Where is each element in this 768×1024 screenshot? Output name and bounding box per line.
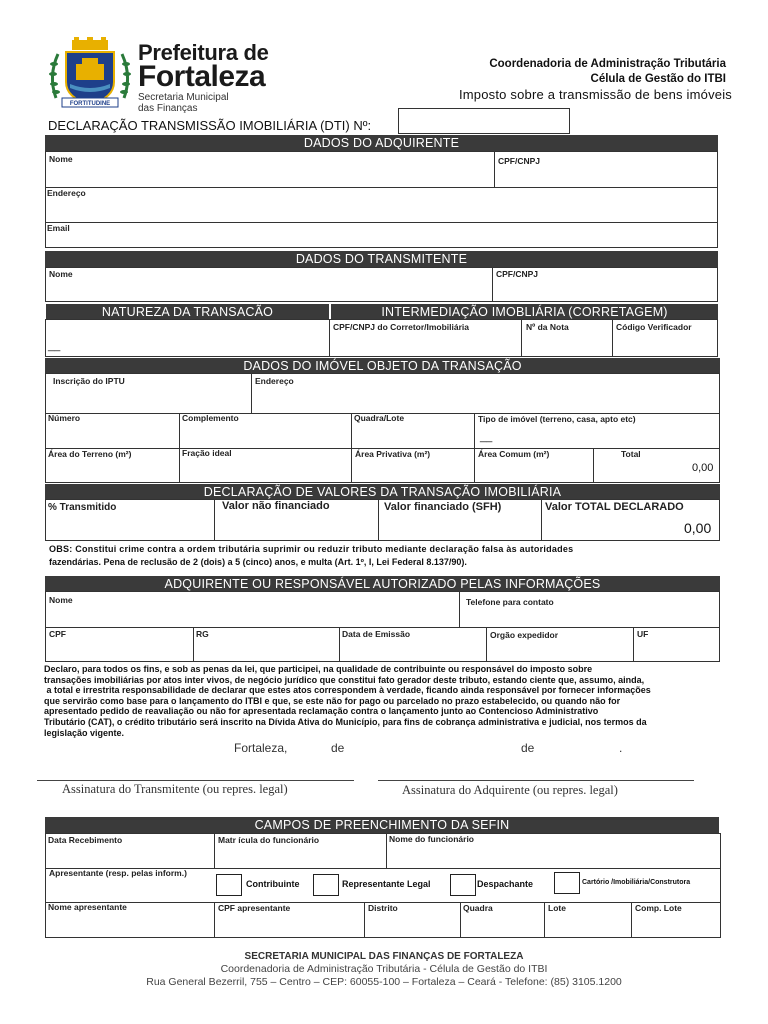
sefin-quadra-field[interactable] — [461, 914, 543, 937]
logo — [46, 36, 286, 116]
sefin-data-recebimento-label: Data Recebimento — [48, 835, 123, 845]
despachante-checkbox[interactable] — [450, 874, 476, 896]
valor-financiado-field[interactable] — [379, 515, 540, 540]
declaracao-line7: legislação vigente. — [44, 727, 125, 738]
imovel-endereco-label: Endereço — [255, 376, 294, 386]
quadra-lote-field[interactable] — [352, 425, 473, 447]
resp-uf-field[interactable] — [634, 640, 719, 661]
fracao-ideal-field[interactable] — [180, 460, 350, 482]
logo-title-line2: Fortaleza — [138, 60, 266, 93]
despachante-label: Despachante — [477, 879, 534, 889]
obs-line1: OBS: Constitui crime contra a ordem tributária suprimir ou reduzir tributo mediante declaração falsa às autoridades — [49, 544, 574, 554]
transmitido-field[interactable] — [46, 515, 213, 540]
transmitente-cpf-field[interactable] — [493, 268, 717, 301]
resp-orgao-field[interactable] — [487, 640, 632, 661]
svg-text:FORTITUDINE: FORTITUDINE — [69, 101, 111, 107]
area-privativa-label: Área Privativa (m²) — [355, 449, 431, 459]
local-dia-field[interactable] — [292, 740, 328, 756]
section-sefin: CAMPOS DE PREENCHIMENTO DA SEFIN — [45, 817, 719, 833]
declaracao-line1: Declaro, para todos os fins, e sob as penas da lei, que participei, na qualidade de contribuinte ou responsável do imposto sobre — [44, 664, 593, 674]
resp-data-emissao-label: Data de Emissão — [342, 629, 411, 639]
complemento-label: Complemento — [182, 413, 239, 423]
num-nota-field[interactable] — [522, 334, 611, 356]
local-de1: de — [331, 741, 345, 755]
footer — [0, 950, 768, 989]
inscricao-iptu-field[interactable] — [46, 387, 250, 412]
declaracao-line6: Tributário (CAT), o crédito tributário será inscrito na Dívida Ativa do Município, para fins de cobrança administrativa e judicial, nos termos da — [44, 716, 647, 727]
footer-line1: SECRETARIA MUNICIPAL DAS FINANÇAS DE FORTALEZA — [244, 951, 524, 962]
section-imovel: DADOS DO IMÓVEL OBJETO DA TRANSAÇÃO — [45, 358, 720, 374]
resp-orgao-label: Orgão expedidor — [490, 630, 559, 640]
assinatura-transmitente-line[interactable] — [37, 780, 354, 781]
representante-legal-label: Representante Legal — [342, 879, 431, 889]
area-comum-label: Área Comum (m²) — [478, 449, 550, 459]
header-line2: Célula de Gestão do ITBI — [590, 73, 726, 85]
logo-title-line1: Prefeitura de — [138, 40, 269, 65]
codigo-verificador-label: Código Verificador — [616, 322, 692, 332]
resp-telefone-label: Telefone para contato — [466, 597, 554, 607]
tipo-imovel-label: Tipo de imóvel (terreno, casa, apto etc) — [478, 414, 636, 424]
area-terreno-label: Área do Terreno (m²) — [48, 449, 132, 459]
local-de2: de — [521, 741, 535, 755]
adquirente-nome-label: Nome — [49, 154, 73, 164]
sefin-distrito-label: Distrito — [368, 903, 398, 913]
resp-nome-label: Nome — [49, 595, 73, 605]
fortaleza-seal-icon — [46, 36, 134, 112]
declaracao-line3: a total e irrestrita responsabilidade de declarar que estes atos correspondem à verdade, ficando ainda responsável por fornecer informações — [44, 685, 651, 696]
area-total-label: Total — [621, 449, 641, 459]
adquirente-email-label: Email — [47, 223, 70, 233]
resp-rg-label: RG — [196, 629, 209, 639]
codigo-verificador-field[interactable] — [613, 334, 717, 356]
section-natureza: NATUREZA DA TRANSACÃO — [46, 304, 329, 320]
sefin-nome-funcionario-label: Nome do funcionário — [389, 834, 474, 844]
declaracao-line4: que servirão como base para o lançamento do ITBI e que, se este não for pago ou parcelado no prazo estabelecido, ou quando não for — [44, 695, 621, 706]
logo-subtitle-line2: das Finanças — [138, 103, 198, 114]
resp-nome-field[interactable] — [46, 606, 458, 626]
area-total-value: 0,00 — [692, 462, 714, 474]
adquirente-endereco-field[interactable] — [46, 188, 717, 221]
section-responsavel: ADQUIRENTE OU RESPONSÁVEL AUTORIZADO PELAS INFORMAÇÕES — [45, 576, 720, 592]
declaracao-line5: apresentado pedido de reavaliação ou não for apresentada reclamação contra o lançamento junto ao Contencioso Administrativo — [44, 706, 599, 717]
area-terreno-field[interactable] — [46, 460, 178, 482]
valor-nao-financiado-label: Valor não financiado — [222, 500, 330, 512]
area-privativa-field[interactable] — [352, 460, 473, 482]
dti-label: DECLARAÇÃO TRANSMISSÃO IMOBILIÁRIA (DTI) Nº: — [48, 118, 372, 133]
transmitente-cpf-label: CPF/CNPJ — [496, 269, 539, 279]
dti-number-field[interactable] — [398, 108, 570, 134]
declaracao-line2: transações imobiliárias por atos inter vivos, de negócio jurídico que constitui fato gerador deste tributo, estando ciente que, assumo, ainda, — [44, 674, 645, 685]
sefin-distrito-field[interactable] — [365, 914, 459, 937]
obs-line2: fazendárias. Pena de reclusão de 2 (dois) a 5 (cinco) anos, e multa (Art. 1º, I, Lei Federal 8.137/90). — [49, 557, 467, 567]
sefin-nome-funcionario-field[interactable] — [387, 846, 720, 867]
sefin-lote-label: Lote — [548, 903, 566, 913]
resp-cpf-label: CPF — [49, 629, 66, 639]
sefin-comp-lote-field[interactable] — [632, 914, 720, 937]
quadra-lote-label: Quadra/Lote — [354, 413, 405, 423]
resp-uf-label: UF — [637, 629, 649, 639]
contribuinte-checkbox[interactable] — [216, 874, 242, 896]
valor-nao-financiado-field[interactable] — [215, 515, 377, 540]
resp-telefone-field[interactable] — [460, 608, 719, 626]
numero-field[interactable] — [46, 425, 178, 447]
sefin-lote-field[interactable] — [545, 914, 630, 937]
sefin-cpf-apresentante-field[interactable] — [215, 914, 363, 937]
valor-total-declarado-label: Valor TOTAL DECLARADO — [545, 501, 684, 513]
numero-label: Número — [48, 413, 81, 423]
footer-line2: Coordenadoria de Administração Tributária - Célula de Gestão do ITBI — [220, 963, 548, 975]
num-nota-label: Nº da Nota — [526, 322, 569, 332]
section-transmitente: DADOS DO TRANSMITENTE — [45, 251, 718, 267]
local-mes-field[interactable] — [350, 740, 516, 756]
representante-legal-checkbox[interactable] — [313, 874, 339, 896]
declaracao-text — [44, 664, 724, 738]
adquirente-cpf-label: CPF/CNPJ — [498, 156, 541, 166]
transmitido-label: % Transmitido — [48, 502, 117, 513]
assinatura-adquirente-label: Assinatura do Adquirente (ou repres. legal) — [402, 783, 618, 797]
adquirente-cpf-field[interactable] — [495, 152, 717, 186]
section-adquirente: DADOS DO ADQUIRENTE — [45, 135, 718, 151]
local-ano-field[interactable] — [540, 740, 616, 756]
area-comum-field[interactable] — [475, 460, 592, 482]
sefin-quadra-label: Quadra — [463, 903, 493, 913]
transmitente-nome-field[interactable] — [46, 268, 491, 301]
sefin-apresentante-label: Apresentante (resp. pelas inform.) — [49, 868, 187, 878]
inscricao-iptu-label: Inscrição do IPTU — [53, 376, 125, 386]
header-line3: Imposto sobre a transmissão de bens imóveis — [458, 87, 732, 102]
local-ponto: . — [619, 741, 623, 755]
adquirente-endereco-label: Endereço — [47, 188, 86, 198]
cartorio-checkbox[interactable] — [554, 872, 580, 894]
resp-rg-field[interactable] — [194, 640, 338, 661]
assinatura-transmitente-label: Assinatura do Transmitente (ou repres. legal) — [62, 782, 288, 796]
local-cidade: Fortaleza, — [234, 741, 288, 755]
contribuinte-label: Contribuinte — [246, 879, 300, 889]
footer-line3: Rua General Bezerril, 755 – Centro – CEP: 60055-100 – Fortaleza – Ceará - Telefone: (85) 3105.1200 — [146, 976, 622, 988]
valor-total-declarado-value: 0,00 — [684, 520, 712, 536]
sefin-cpf-apresentante-label: CPF apresentante — [218, 903, 291, 913]
transmitente-nome-label: Nome — [49, 269, 73, 279]
adquirente-email-field[interactable] — [46, 223, 717, 247]
adquirente-nome-field[interactable] — [46, 152, 493, 186]
sefin-nome-apresentante-field[interactable] — [46, 914, 213, 937]
corretor-cpf-label: CPF/CNPJ do Corretor/Imobiliária — [333, 322, 470, 332]
header-line1: Coordenadoria de Administração Tributária — [489, 58, 726, 70]
section-intermediacao: INTERMEDIAÇÃO IMOBLIÁRIA (CORRETAGEM) — [331, 304, 718, 320]
assinatura-adquirente-line[interactable] — [378, 780, 694, 781]
fracao-ideal-label: Fração ideal — [182, 448, 232, 458]
cartorio-label: Cartório /Imobiliária/Construtora — [582, 879, 691, 886]
logo-subtitle-line1: Secretaria Municipal — [138, 92, 229, 103]
resp-data-emissao-field[interactable] — [340, 640, 485, 661]
valor-financiado-label: Valor financiado (SFH) — [384, 501, 502, 513]
imovel-endereco-field[interactable] — [252, 387, 719, 412]
sefin-nome-apresentante-label: Nome apresentante — [48, 902, 127, 912]
tipo-imovel-select[interactable]: __ — [480, 431, 493, 443]
natureza-select[interactable]: __ — [48, 340, 61, 352]
sefin-matricula-label: Matr ícula do funcionário — [218, 835, 320, 845]
complemento-field[interactable] — [180, 425, 350, 447]
corretor-cpf-field[interactable] — [330, 334, 520, 356]
resp-cpf-field[interactable] — [46, 640, 192, 661]
sefin-data-recebimento-field[interactable] — [46, 846, 213, 867]
sefin-comp-lote-label: Comp. Lote — [635, 903, 682, 913]
section-valores: DECLARAÇÃO DE VALORES DA TRANSAÇÃO IMOBILIÁRIA — [45, 484, 720, 500]
sefin-matricula-field[interactable] — [215, 846, 385, 867]
